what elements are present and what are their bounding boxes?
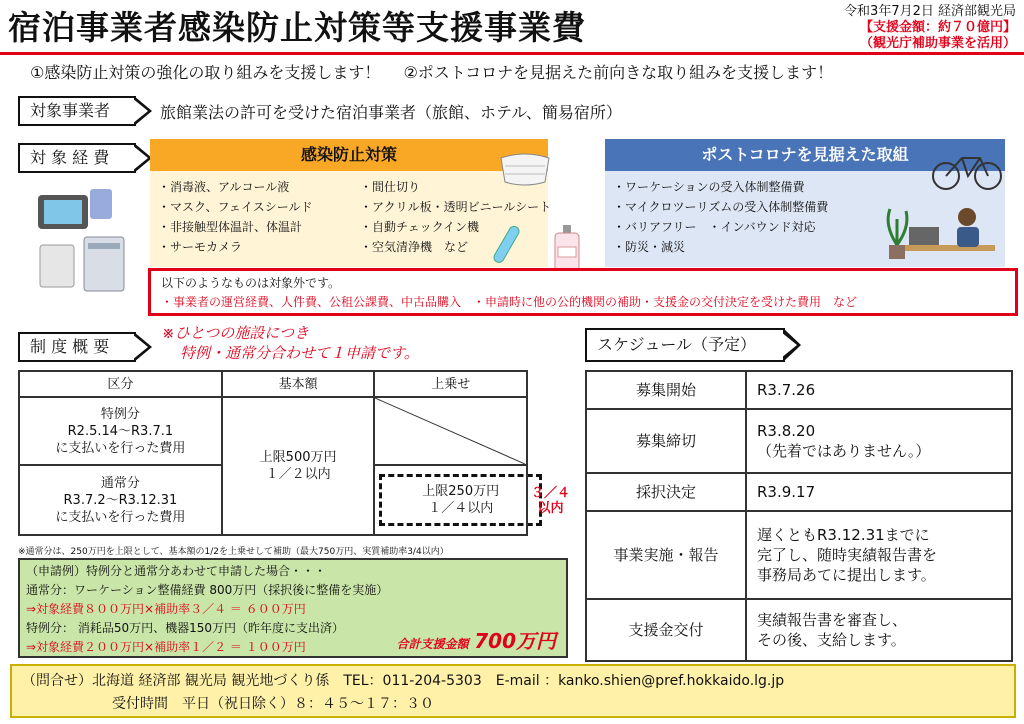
overview-note-1: ※ひとつの施設につき: [162, 324, 309, 342]
base-limit: 上限500万円: [259, 450, 337, 465]
header-meta: [844, 4, 1016, 52]
list-item: ・消毒液、アルコール液: [158, 180, 290, 194]
schedule-label: スケジュール（予定）: [597, 335, 757, 354]
infection-col-1: [158, 177, 313, 257]
list-item: ・バリアフリー ・インバウンド対応: [613, 220, 816, 234]
special-desc: に支払いを行った費用: [55, 440, 186, 456]
table-header: 区分: [19, 371, 222, 397]
title-divider: [0, 52, 1024, 55]
tag-arrow: [134, 96, 152, 126]
contact-bar: [10, 664, 1016, 718]
base-rate: １／２以内: [265, 467, 331, 482]
overview-note-2: 特例・通常分合わせて１申請です。: [180, 344, 419, 362]
schedule-value: [746, 371, 1012, 409]
bicycle-icon: [930, 146, 1004, 192]
extra-na-cell: [374, 397, 527, 465]
target-label-tag: [18, 96, 136, 126]
schedule-value-line: その後、支給します。: [757, 631, 906, 649]
schedule-value: [746, 599, 1012, 661]
tag-arrow: [783, 328, 801, 362]
extra-side-rate: ３／４: [531, 486, 571, 501]
lead-points: [30, 60, 851, 83]
extra-dashed-box: [379, 474, 542, 526]
exclusion-box: [148, 268, 1018, 316]
schedule-key: 募集開始: [586, 371, 746, 409]
checkin-terminal-icon: [30, 185, 140, 295]
budget-note: （観光庁補助事業を活用）: [859, 36, 1016, 51]
schedule-value-line: R3.8.20: [757, 422, 816, 440]
list-item: ・非接触型体温計、体温計: [158, 220, 303, 234]
example-line-2: 通常分：ワーケーション整備経費 800万円（採択後に整備を実施）: [26, 583, 389, 597]
budget-line: 【支援金額：約７０億円】: [859, 20, 1016, 35]
extra-limit: 上限250万円: [422, 484, 500, 499]
example-line-5: ⇒対象経費２００万円×補助率１／２ ＝ １００万円: [26, 640, 306, 654]
infection-panel-title: 感染防止対策: [150, 139, 548, 171]
extra-rate: １／４以内: [428, 501, 494, 516]
extra-side-note: [531, 486, 570, 516]
target-label: 対象事業者: [30, 101, 111, 120]
contact-line-2: 受付時間 平日（祝日除く）８：４５～１７：３０: [112, 696, 434, 712]
example-box: [18, 558, 568, 658]
special-name: 特例分: [100, 406, 140, 422]
list-item: ・間仕切り: [360, 180, 421, 194]
schedule-value-line: R3.9.17: [757, 483, 816, 501]
page-title: 宿泊事業者感染防止対策等支援事業費: [8, 8, 586, 47]
schedule-key: 採択決定: [586, 473, 746, 511]
target-text: 旅館業法の許可を受けた宿泊事業者（旅館、ホテル、簡易宿所）: [160, 103, 622, 122]
overview-label: 制 度 概 要: [30, 337, 110, 356]
tag-arrow: [134, 332, 152, 362]
schedule-key: 募集締切: [586, 409, 746, 473]
costs-label-tag: [18, 143, 136, 173]
schedule-table: [585, 370, 1013, 662]
schedule-value-line: R3.7.26: [757, 381, 816, 399]
list-item: ・ワーケーションの受入体制整備費: [613, 180, 805, 194]
list-item: ・マスク、フェイスシールド: [158, 200, 313, 214]
exclusion-line-1: 以下のようなものは対象外です。: [161, 276, 341, 290]
mask-icon: [495, 150, 555, 190]
example-line-3: ⇒対象経費８００万円×補助率３／４ ＝ ６００万円: [26, 602, 306, 616]
plant-icon: [880, 205, 914, 261]
special-cell: [19, 397, 222, 465]
schedule-key: 支援金交付: [586, 599, 746, 661]
list-item: ・マイクロツーリズムの受入体制整備費: [613, 200, 829, 214]
contact-line-1: （問合せ）北海道 経済部 観光局 観光地づくり係 TEL：011-204-5303 E-mail ：kanko.shien@pref.hokkaido.lg.jp: [22, 673, 785, 689]
example-line-4: 特例分： 消耗品50万円、機器150万円（昨年度に支出済）: [26, 621, 344, 635]
date-dept: 令和3年7月2日 経済部観光局: [844, 4, 1016, 19]
schedule-value-line: 実績報告書を審査し、: [757, 611, 908, 629]
schedule-key: 事業実施・報告: [586, 511, 746, 599]
schedule-value: [746, 409, 1012, 473]
list-item: ・防災・減災: [613, 240, 686, 254]
schedule-label-tag: [585, 328, 785, 362]
schedule-value-line: （先着ではありません。）: [757, 442, 931, 460]
normal-desc: に支払いを行った費用: [55, 509, 186, 525]
extra-cell: [374, 465, 527, 535]
total-value: 700万円: [474, 629, 556, 653]
schedule-value: [746, 511, 1012, 599]
example-lines: [26, 562, 388, 657]
overview-label-tag: [18, 332, 136, 362]
schedule-value-line: 遅くともR3.12.31までに: [757, 526, 930, 544]
postcorona-list: [613, 177, 828, 257]
special-period: R2.5.14～R3.7.1: [67, 423, 174, 439]
list-item: ・空気清浄機 など: [360, 240, 469, 254]
table-header: 上乗せ: [374, 371, 527, 397]
exclusion-line-2: ・事業者の運営経費、人件費、公租公課費、中古品購入 ・申請時に他の公的機関の補助・支援金の交付決定を受けた費用 など: [161, 295, 858, 309]
normal-name: 通常分: [100, 475, 140, 491]
extra-side-within: 以内: [537, 501, 564, 516]
example-total: [397, 625, 556, 654]
overview-table: [18, 370, 528, 536]
schedule-value: [746, 473, 1012, 511]
postcorona-panel-title: ポストコロナを見据えた取組: [605, 139, 1005, 171]
schedule-value-line: 事務局あてに提出します。: [757, 566, 936, 584]
total-label: 合計支援金額: [396, 637, 469, 651]
overview-footnote: ※通常分は、250万円を上限として、基本額の1/2を上乗せして補助（最大750万円、実質補助率3/4以内）: [18, 547, 449, 557]
example-line-1: （申請例）特例分と通常分あわせて申請した場合・・・: [26, 564, 327, 578]
table-header: 基本額: [222, 371, 375, 397]
lead-point-1: ①感染防止対策の強化の取り組みを支援します！: [30, 63, 381, 82]
lead-point-2: ②ポストコロナを見据えた前向きな取り組みを支援します！: [403, 63, 834, 82]
costs-label: 対 象 経 費: [30, 148, 110, 167]
diagonal-line: [375, 398, 525, 464]
list-item: ・自動チェックイン機: [360, 220, 480, 234]
normal-period: R3.7.2～R3.12.31: [63, 492, 178, 508]
list-item: ・サーモカメラ: [158, 240, 243, 254]
schedule-value-line: 完了し、随時実績報告書を: [757, 546, 938, 564]
base-cell: [222, 397, 375, 535]
list-item: ・アクリル板・透明ビニールシート: [360, 200, 552, 214]
normal-cell: [19, 465, 222, 535]
thermometer-icon: [480, 222, 530, 272]
